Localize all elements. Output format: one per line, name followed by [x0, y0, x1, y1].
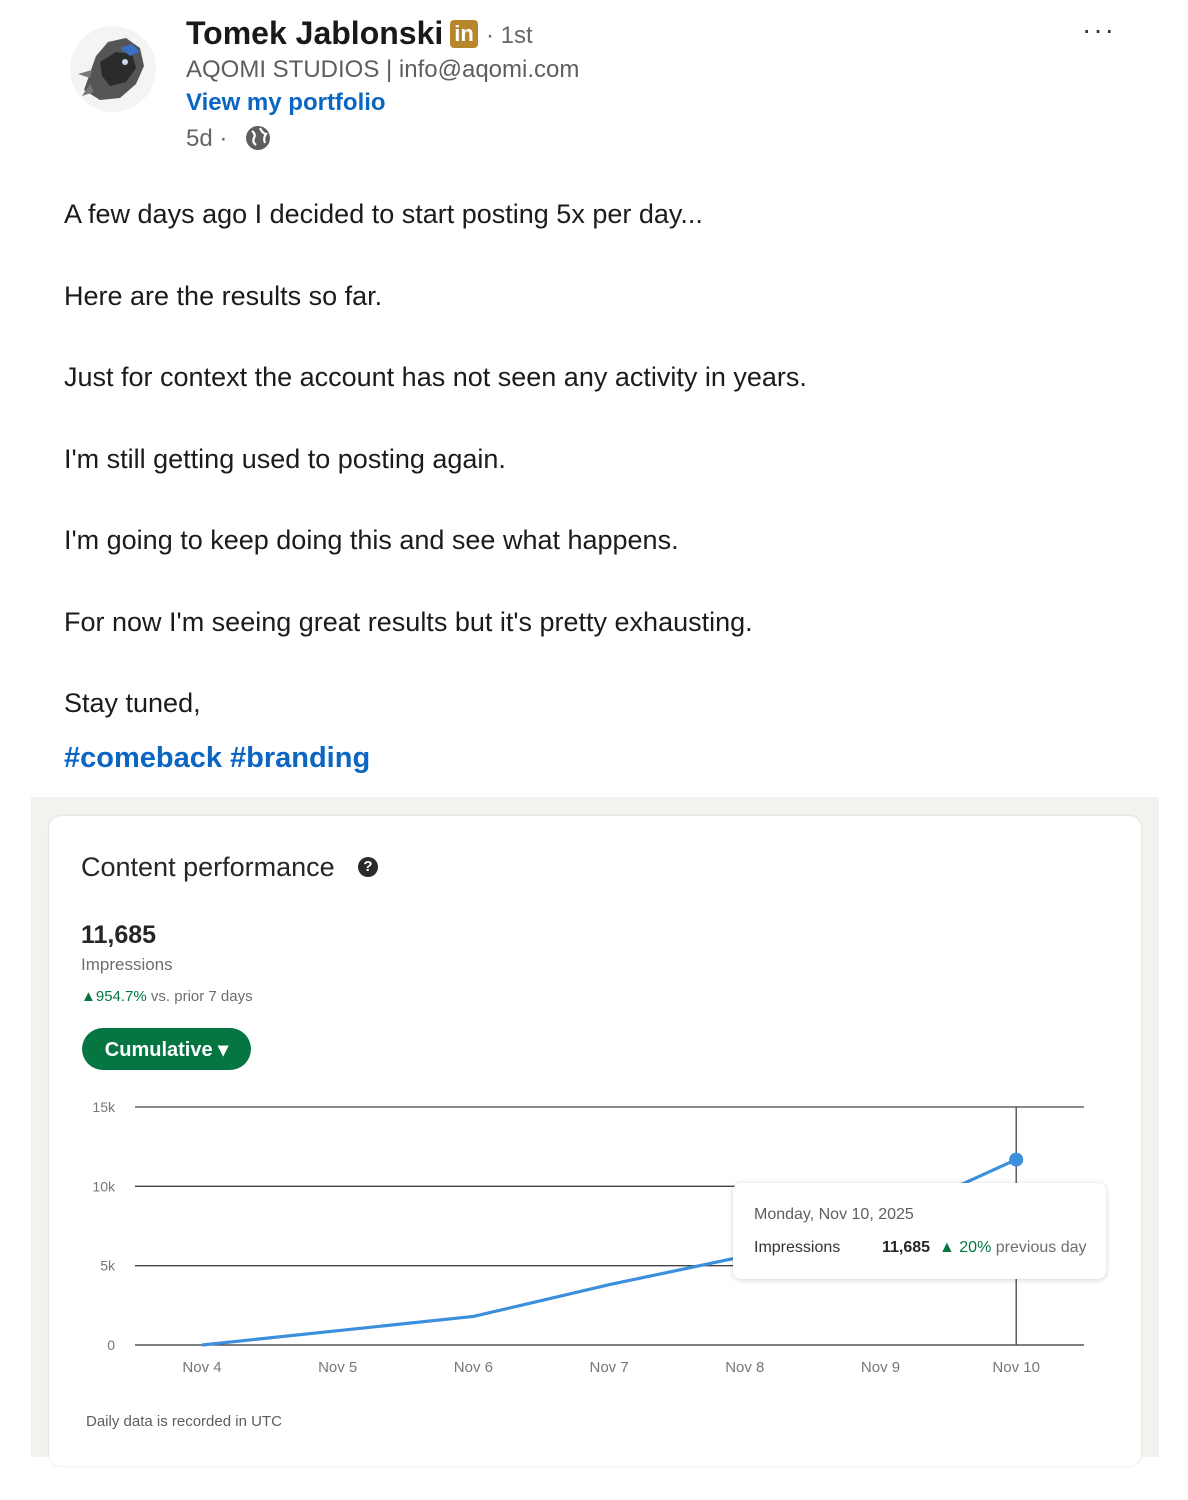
y-tick-label: 5k [100, 1257, 115, 1274]
tooltip-delta-text: previous day [995, 1239, 1087, 1256]
utc-footnote: Daily data is recorded in UTC [86, 1413, 282, 1430]
y-tick-label: 15k [92, 1099, 115, 1115]
author-name[interactable]: Tomek Jablonski [186, 15, 444, 51]
post-time: 5d · [186, 125, 228, 152]
x-tick-label: Nov 4 [182, 1359, 222, 1376]
post-paragraph: I'm going to keep doing this and see what happens. [64, 525, 679, 555]
tooltip-delta [939, 1239, 1086, 1257]
author-headline: AQOMI STUDIOS | info@aqomi.com [186, 56, 580, 83]
content-performance-title: Content performance [81, 852, 335, 882]
post-paragraph: I'm still getting used to posting again. [64, 443, 506, 474]
cumulative-dropdown: Cumulative ▾ [82, 1028, 251, 1070]
lion-avatar-icon [70, 26, 156, 112]
globe-icon [244, 124, 272, 152]
tooltip-value: 11,685 [882, 1239, 931, 1256]
x-tick-label: Nov 10 [992, 1359, 1040, 1376]
portfolio-link[interactable]: View my portfolio [186, 89, 386, 116]
hashtag-link[interactable]: #branding [230, 742, 371, 774]
x-tick-label: Nov 8 [725, 1359, 765, 1376]
y-tick-label: 0 [107, 1337, 115, 1353]
help-icon: ? [358, 857, 378, 877]
post-paragraph: Here are the results so far. [64, 280, 383, 311]
hashtag-link[interactable]: #comeback [64, 742, 222, 774]
change-text: vs. prior 7 days [150, 988, 253, 1005]
y-tick-label: 10k [92, 1178, 115, 1195]
change-value: ▲954.7% [81, 988, 147, 1005]
avatar[interactable] [70, 26, 156, 112]
post-text [64, 174, 1124, 745]
x-tick-label: Nov 5 [318, 1359, 358, 1376]
connection-degree: · 1st [486, 22, 533, 49]
post-paragraph: Just for context the account has not seen any activity in years. [64, 362, 807, 392]
x-tick-label: Nov 7 [589, 1359, 629, 1376]
impressions-total: 11,685 [81, 921, 157, 949]
linkedin-premium-icon: in [450, 20, 478, 48]
analytics-card [49, 816, 1141, 1466]
impressions-label: Impressions [81, 955, 173, 974]
hashtags [64, 742, 378, 775]
more-options-button[interactable]: ··· [1082, 14, 1116, 45]
x-tick-label: Nov 9 [860, 1359, 901, 1376]
tooltip-label: Impressions [754, 1239, 841, 1256]
tooltip-delta-value: ▲ 20% [939, 1239, 992, 1256]
chart-tooltip [733, 1183, 1106, 1279]
x-tick-label: Nov 6 [453, 1359, 493, 1376]
impressions-change [81, 988, 253, 1005]
post-paragraph: Stay tuned, [64, 688, 201, 718]
post-paragraph: A few days ago I decided to start posting 5x per day... [64, 199, 703, 229]
post-paragraph: For now I'm seeing great results but it's pretty exhausting. [64, 606, 753, 637]
tooltip-date: Monday, Nov 10, 2025 [754, 1206, 914, 1223]
